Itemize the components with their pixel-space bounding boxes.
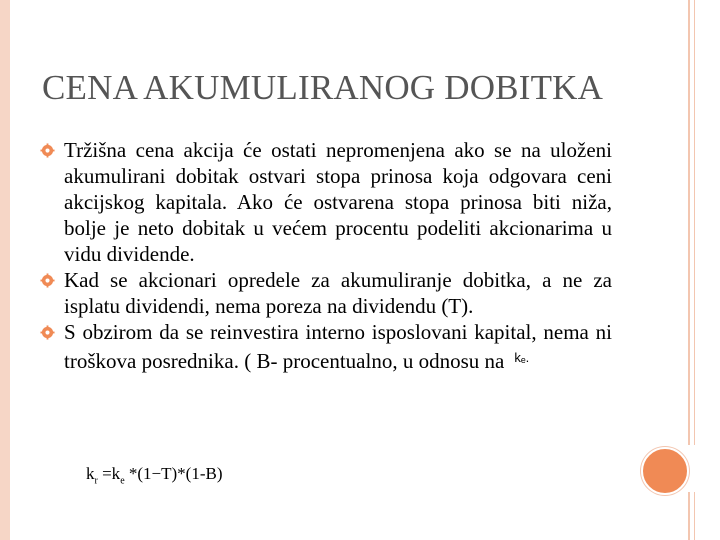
formula-eq: =k	[97, 464, 121, 483]
bullet-text: S obzirom da se reinvestira interno isposlovani kapital, nema ni troškova posrednika. ( B- procentualno, u odnosu na	[64, 320, 612, 373]
left-border-decoration	[0, 0, 10, 540]
formula-sub-e: e	[120, 475, 125, 487]
formula-sub-r: r	[94, 475, 98, 487]
right-border-line	[688, 0, 690, 445]
formula-rest: *(1−T)*(1-B)	[124, 464, 223, 483]
slide-title: CENA AKUMULIRANOG DOBITKA	[42, 68, 604, 107]
formula-k: k	[86, 464, 95, 483]
right-border-line-bottom-thin	[694, 492, 695, 540]
gear-bullet-icon	[40, 273, 55, 288]
bullet-item	[40, 267, 612, 319]
decorative-circle	[641, 447, 689, 495]
bullet-text: Kad se akcionari opredele za akumuliranje dobitka, a ne za isplatu dividendi, nema poreza na dividendu (T).	[64, 268, 612, 318]
bullet-item	[40, 319, 612, 374]
bullet-item	[40, 137, 612, 267]
bullet-text: Tržišna cena akcija će ostati nepromenjena ako se na uloženi akumulirani dobitak ostvari stopa prinosa koja odgovara ceni akcijskog kapitala. Ako će ostvarena stopa prinosa biti niža, bolje je neto dobitak u većem procentu podeliti akcionarima u vidu dividende.	[64, 138, 612, 266]
bullet-list	[40, 137, 612, 374]
inline-ke-symbol: kₑ.	[514, 350, 530, 365]
gear-bullet-icon	[40, 143, 55, 158]
gear-bullet-icon	[40, 325, 55, 340]
right-border-line-thin	[694, 0, 695, 445]
formula	[86, 464, 223, 486]
right-border-line-bottom	[688, 492, 690, 540]
